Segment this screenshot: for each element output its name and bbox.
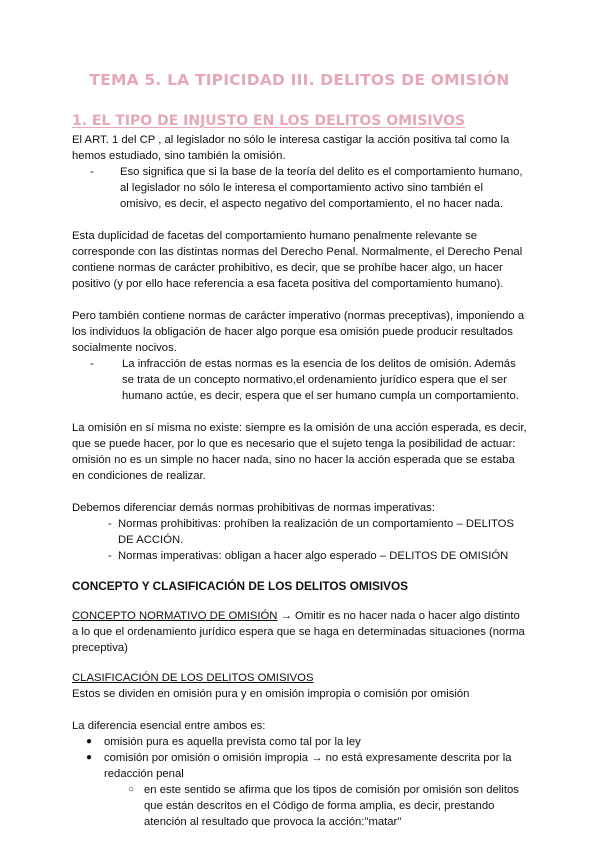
dash-marker: -: [90, 166, 94, 178]
classification-text: Estos se dividen en omisión pura y en omisión impropia o comisión por omisión: [72, 688, 470, 700]
document-title: TEMA 5. LA TIPICIDAD III. DELITOS DE OMISIÓN: [89, 71, 510, 89]
bullet-text: omisión pura es aquella prevista como tal por la ley: [104, 736, 361, 748]
paragraph-duplicidad: Esta duplicidad de facetas del comportamiento humano penalmente relevante se corresponde con las distintas normas del Derecho Penal. Normalmente, el Derecho Penal contiene normas de carácter prohibitivo, es decir, que se prohíbe hacer algo, un hacer positivo (y por ello hace referencia a esa faceta positiva del comportamiento humano).: [72, 230, 523, 290]
bullet-icon: ●: [86, 736, 93, 747]
list-item: [108, 516, 527, 548]
list-item-text: Normas imperativas: obligan a hacer algo esperado – DELITOS DE OMISIÓN: [118, 550, 509, 562]
dash-item-text: La infracción de estas normas es la esencia de los delitos de omisión. Además se trata de un concepto normativo,el ordenamiento jurídico espera que el ser humano actúe, es decir, espera que el ser humano cumpla un comportamiento.: [122, 358, 519, 402]
list-item: [108, 548, 527, 564]
dash-item-text: Eso significa que si la base de la teoría del delito es el comportamiento humano, al legislador no sólo le interesa el comportamiento activo sino también el omisivo, es decir, el aspecto negativo del comportamiento, el no hacer nada.: [120, 166, 523, 210]
bullet-icon: ●: [86, 752, 93, 763]
section-2-heading: CONCEPTO Y CLASIFICACIÓN DE LOS DELITOS OMISIVOS: [72, 579, 409, 593]
bullet-item-2: [72, 750, 527, 782]
paragraph-omision: La omisión en sí misma no existe: siempre es la omisión de una acción esperada, es decir, que se puede hacer, por lo que es necesario que el sujeto tenga la posibilidad de actuar: omisión no es un simple no hacer nada, sino no hacer la acción esperada que se estaba en condiciones de realizar.: [72, 422, 527, 482]
dash-marker: -: [108, 518, 112, 530]
concept-label: CONCEPTO NORMATIVO DE OMISIÓN: [72, 610, 278, 622]
paragraph-diferenciar: Debemos diferenciar demás normas prohibitivas de normas imperativas:: [72, 502, 435, 514]
norms-list: [72, 516, 527, 564]
paragraph-normas-imperativas: Pero también contiene normas de carácter imperativo (normas preceptivas), imponiendo a los individuos la obligación de hacer algo porque esa omisión puede producir resultados socialmente nocivos.: [72, 310, 525, 354]
concept-paragraph: [72, 608, 527, 656]
difference-intro: La diferencia esencial entre ambos es:: [72, 720, 266, 732]
document-page: [72, 66, 527, 830]
sub-bullet-text: en este sentido se afirma que los tipos de comisión por omisión son delitos que están descritos en el Código de forma amplia, es decir, prestando atención al resultado que provoca la acción:"matar": [144, 784, 519, 828]
classification-label: CLASIFICACIÓN DE LOS DELITOS OMISIVOS: [72, 672, 314, 684]
sub-bullet-item: [72, 782, 527, 830]
bullet-text: comisión por omisión o omisión impropia → no está expresamente descrita por la redacción penal: [104, 752, 512, 780]
bullet-item-1: [72, 734, 527, 750]
section-1-heading: 1. EL TIPO DE INJUSTO EN LOS DELITOS OMISIVOS: [72, 113, 466, 129]
dash-marker: -: [108, 550, 112, 562]
hollow-bullet-icon: ○: [128, 784, 135, 795]
section-1-intro: El ART. 1 del CP , al legislador no sólo le interesa castigar la acción positiva tal como la hemos estudiado, sino también la omisión.: [72, 134, 510, 162]
dash-marker: -: [90, 358, 94, 370]
dash-item-1: [72, 164, 527, 212]
dash-item-2: [72, 356, 527, 404]
concept-text: → Omitir es no hacer nada o hacer algo distinto a lo que el ordenamiento jurídico espera que se haga en determinadas situaciones (norma preceptiva): [72, 610, 525, 654]
list-item-text: Normas prohibitivas: prohíben la realización de un comportamiento – DELITOS DE ACCIÓN.: [118, 518, 515, 546]
